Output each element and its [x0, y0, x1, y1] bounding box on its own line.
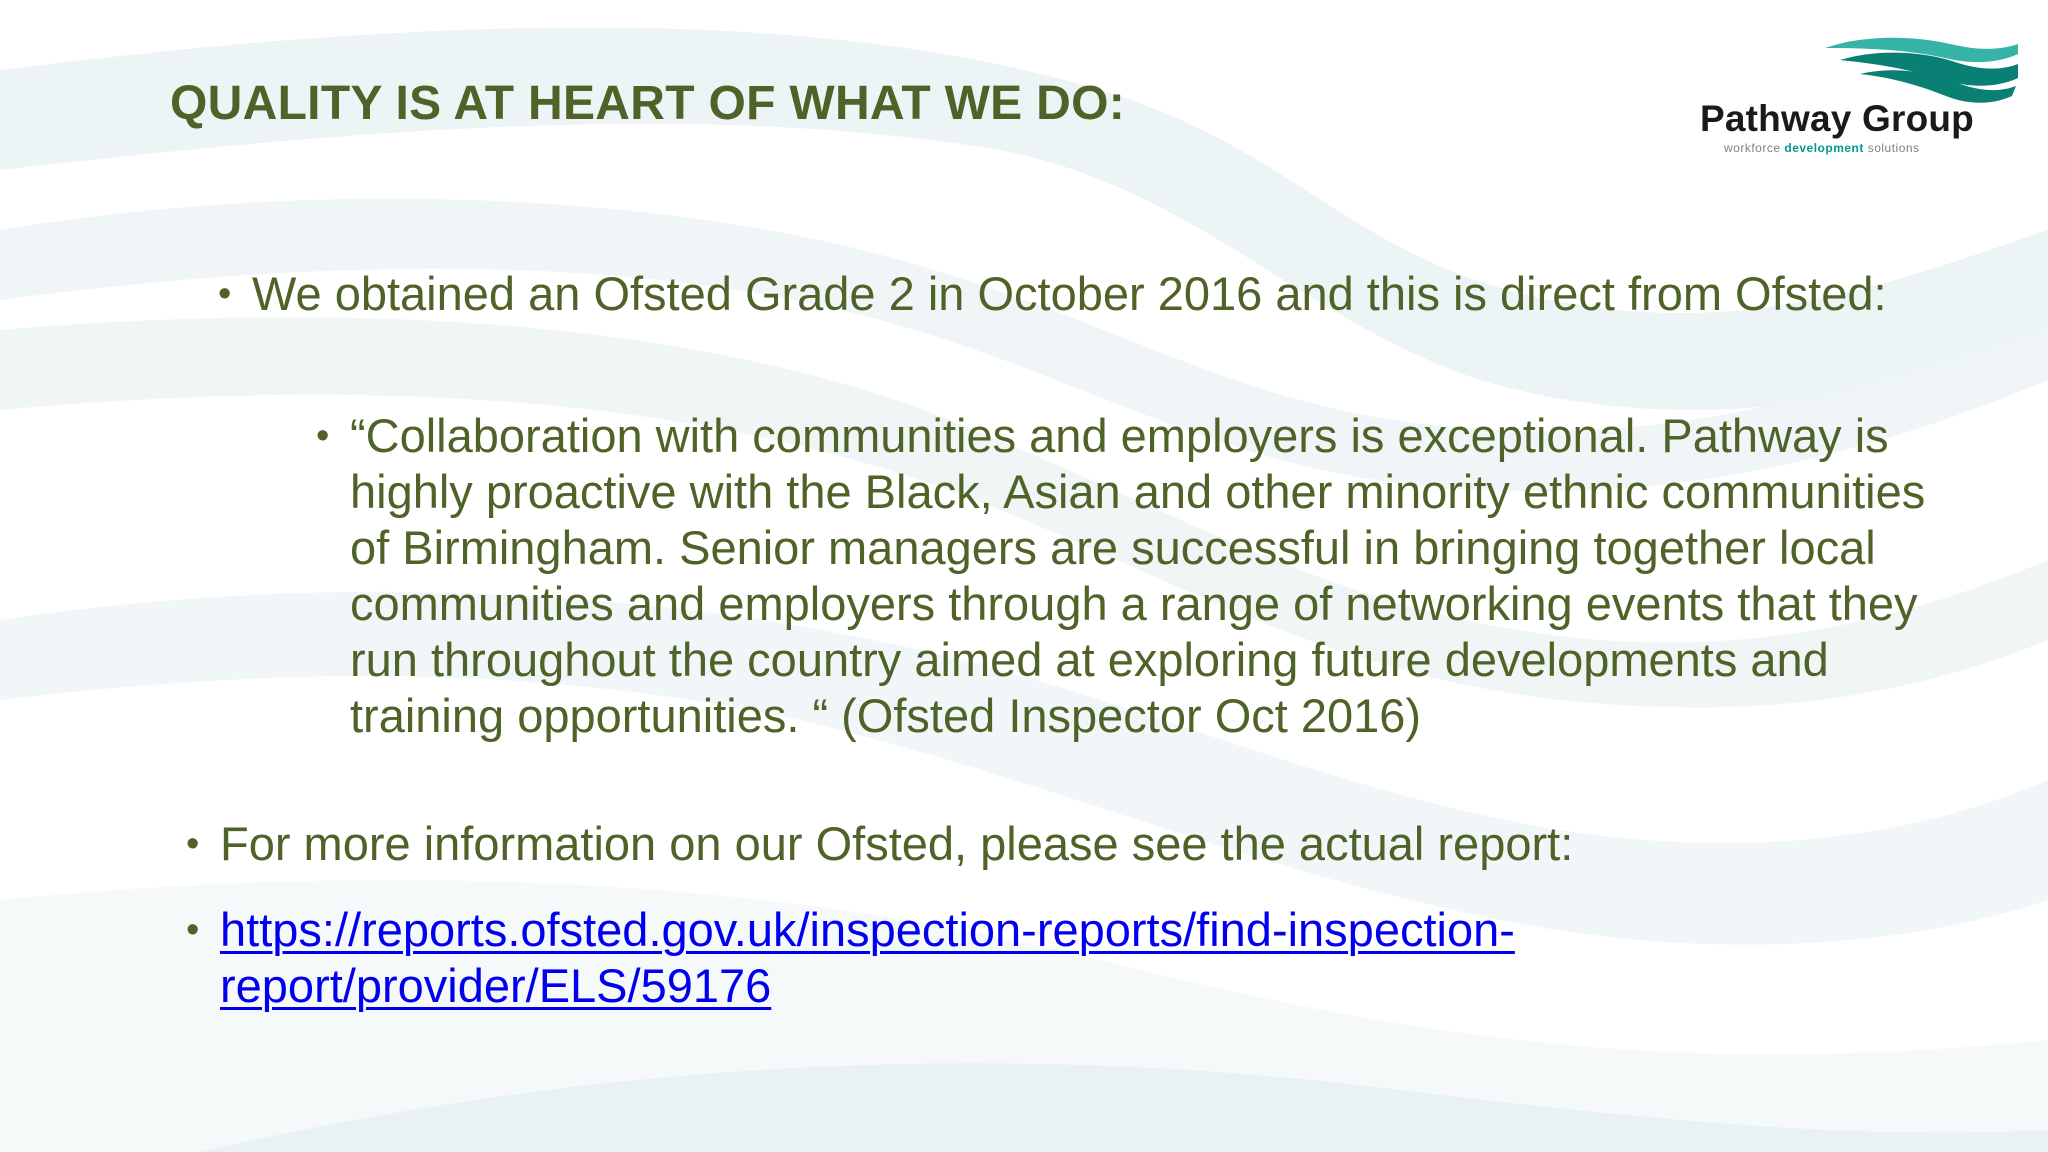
slide-title: QUALITY IS AT HEART OF WHAT WE DO: [170, 77, 1126, 130]
bullet-dot: • [186, 823, 200, 865]
bullet-text: “Collaboration with communities and employers is exceptional. Pathway is highly proactive with the Black, Asian and other minority ethnic communities of Birmingham. Senior managers are successful in bringing together local communities and employers through a range of networking events that they run throughout the country aimed at exploring future developments and training opportunities. “ (Ofsted Inspector Oct 2016) [350, 409, 1926, 742]
logo-wordmark: Pathway Group [1700, 98, 1974, 139]
bullet-dot: • [316, 415, 330, 457]
bullet-ofsted-grade [218, 266, 1918, 322]
ofsted-report-link[interactable]: https://reports.ofsted.gov.uk/inspection-reports/find-inspection-report/provider/ELS/59176 [220, 903, 1515, 1012]
bullet-ofsted-quote [316, 408, 1936, 744]
bullet-dot: • [186, 909, 200, 951]
bullet-more-info [186, 816, 1946, 872]
logo-tagline-prefix: workforce [1724, 141, 1785, 155]
logo-tagline-suffix: solutions [1863, 141, 1920, 155]
pathway-group-logo [1690, 30, 2020, 160]
bullet-text: We obtained an Ofsted Grade 2 in October 2016 and this is direct from Ofsted: [252, 267, 1887, 320]
bullet-dot: • [218, 273, 232, 315]
bullet-report-link [186, 902, 1946, 1014]
logo-tagline [1724, 141, 1920, 155]
bullet-text: For more information on our Ofsted, please see the actual report: [220, 817, 1574, 870]
logo-tagline-accent: development [1784, 141, 1864, 155]
